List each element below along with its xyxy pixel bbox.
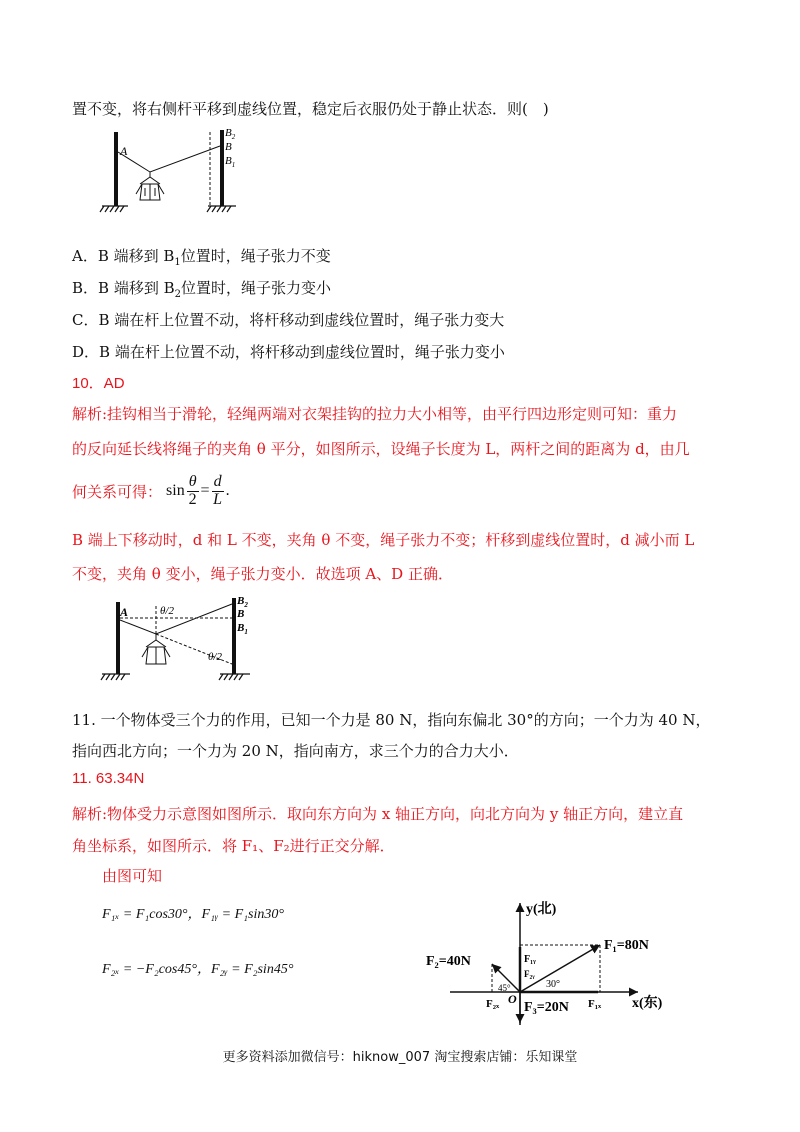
label-theta-top: θ/2 — [160, 605, 174, 617]
label-F2: F₂=40N — [426, 954, 471, 969]
label-F3: F₃=20N — [524, 1000, 569, 1015]
q10-explain-3: 何关系可得： — [72, 482, 163, 501]
ground-right-icon — [219, 674, 250, 680]
label-F1y: F₁ᵧ — [524, 954, 536, 965]
q11-question-1: 11. 一个物体受三个力的作用，已知一个力是 80 N，指向东偏北 30°的方向；一个力为 40 N， — [72, 711, 711, 729]
label-F1: F₁=80N — [604, 938, 649, 953]
q10-explain-1: 解析:挂钩相当于滑轮，轻绳两端对衣架挂钩的拉力大小相等，由平行四边形定则可知：重力 — [72, 405, 678, 423]
footer-note: 更多资料添加微信号：hiknow_007 淘宝搜索店铺：乐知课堂 — [222, 1050, 578, 1065]
figure-rope-clothes-2 — [98, 590, 258, 682]
option-b: B．B 端移到 $B_2$位置时，绳子张力变小 — [72, 279, 331, 300]
label-45deg: 45° — [498, 983, 511, 993]
q11-explain-1: 解析:物体受力示意图如图所示．取向东方向为 x 轴正方向，向北方向为 y 轴正方向，建立直 — [72, 805, 684, 823]
label-origin: O — [508, 992, 517, 1006]
figure-rope-clothes-1 — [98, 122, 248, 214]
pole-left — [114, 132, 118, 206]
option-c: C．B 端在杆上位置不动，将杆移动到虚线位置时，绳子张力变大 — [72, 311, 505, 329]
label-y-axis: y(北) — [526, 902, 557, 917]
q11-answer: 11. 63.34N — [72, 770, 145, 787]
clothes-hanger-icon — [136, 172, 164, 200]
ground-left-icon — [101, 674, 130, 680]
formula-sin: sin $\frac{\theta}{2}$ = $\frac{d}{L}$ . — [166, 473, 230, 508]
label-F2x: F₂ₓ — [486, 998, 500, 1010]
label-x-axis: x(东) — [632, 996, 663, 1011]
pole-right — [232, 598, 236, 674]
q11-eq-1: F₁ₓ = F₁cos30°，F₁ᵧ = F₁sin30° — [102, 907, 284, 922]
label-B1: $B_1$ — [237, 622, 248, 636]
label-theta-bottom: θ/2 — [208, 651, 222, 663]
option-a: A．B 端移到 $B_1$位置时，绳子张力不变 — [72, 247, 331, 268]
label-B2: $B_2$ — [237, 595, 248, 609]
ground-right-icon — [207, 206, 236, 212]
q10-explain-2: 的反向延长线将绳子的夹角 θ 平分，如图所示，设绳子长度为 L，两杆之间的距离为 d，由几 — [72, 440, 690, 458]
label-A: A — [120, 144, 128, 158]
label-B2: $B_2$ — [225, 127, 236, 141]
label-B1: $B_1$ — [225, 155, 236, 169]
rope — [120, 604, 232, 634]
q11-explain-2: 角坐标系，如图所示．将 F₁、F₂进行正交分解． — [72, 837, 395, 855]
label-B: B — [237, 608, 245, 620]
clothes-hanger-icon — [142, 634, 170, 664]
q11-question-2: 指向西北方向；一个力为 20 N，指向南方，求三个力的合力大小． — [72, 742, 519, 760]
option-d: D．B 端在杆上位置不动，将杆移动到虚线位置时，绳子张力变小 — [72, 343, 505, 361]
label-F1x: F₁ₓ — [588, 998, 602, 1010]
rope — [118, 146, 220, 172]
label-F2y: F₂ᵧ — [524, 969, 535, 979]
q10-explain-5: 不变，夹角 θ 变小，绳子张力变小．故选项 A、D 正确． — [72, 565, 453, 583]
question9-tail: 置不变，将右侧杆平移到虚线位置，稳定后衣服仍处于静止状态．则( ) — [72, 100, 549, 118]
pole-right — [220, 130, 224, 206]
q10-answer: 10．AD — [72, 375, 125, 392]
q11-eq-2: F₂ₓ = −F₂cos45°，F₂ᵧ = F₂sin45° — [102, 962, 294, 977]
q10-explain-4: B 端上下移动时，d 和 L 不变，夹角 θ 不变，绳子张力不变；杆移到虚线位置时，d 减小而 L — [72, 531, 695, 549]
q10-formula-line — [72, 474, 230, 509]
ground-left-icon — [100, 206, 128, 212]
label-A: A — [120, 605, 129, 619]
label-30deg: 30° — [546, 979, 560, 990]
label-B: B — [225, 141, 232, 153]
figure-force-diagram — [420, 895, 690, 1030]
q11-explain-3: 由图可知 — [102, 867, 163, 885]
